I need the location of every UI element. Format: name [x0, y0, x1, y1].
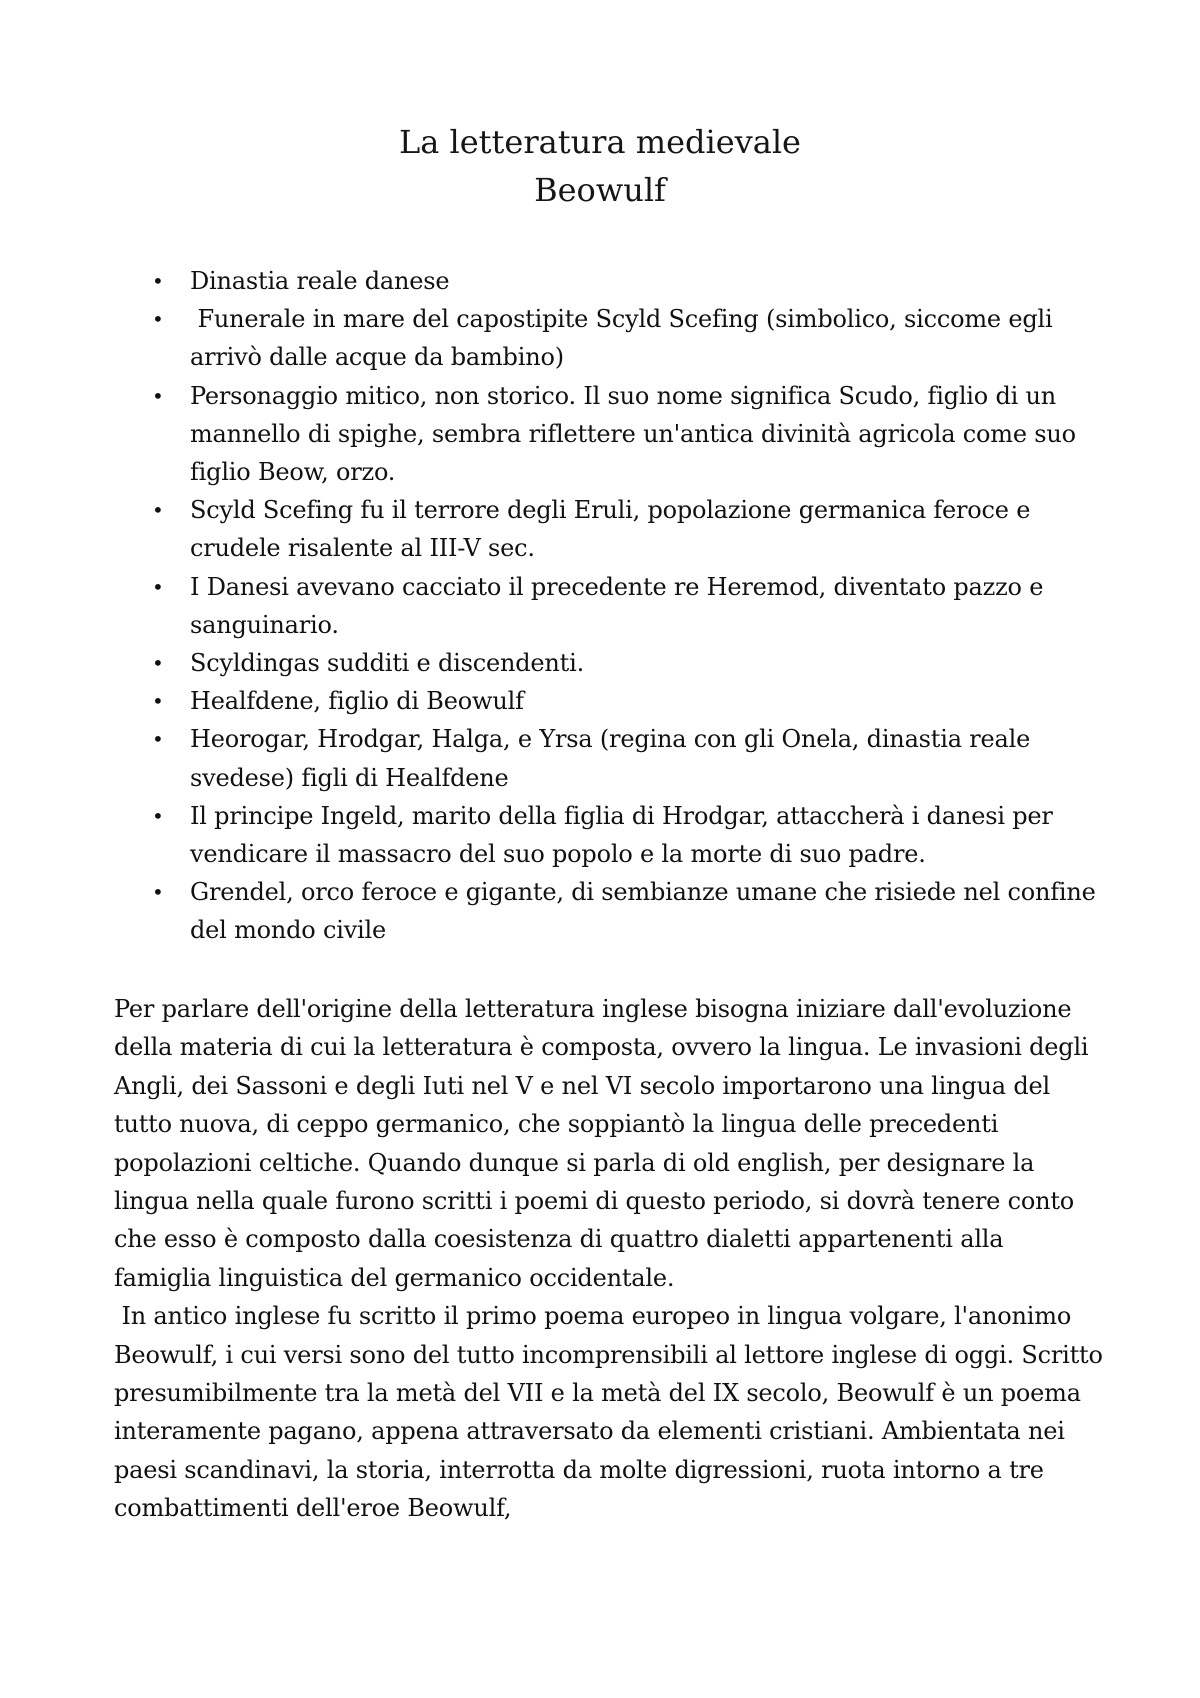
page-title: La letteratura medievale — [399, 123, 801, 161]
bullet-icon: • — [152, 651, 164, 676]
list-item-text: Scyldingas sudditi e discendenti. — [190, 649, 585, 678]
page-subtitle: Beowulf — [534, 171, 666, 209]
list-item — [148, 377, 1108, 492]
list-item-text: Grendel, orco feroce e gigante, di sembianze umane che risiede nel confine del mondo civile — [190, 878, 1096, 945]
list-item — [148, 720, 1108, 796]
list-item — [148, 797, 1108, 873]
list-item-text: Personaggio mitico, non storico. Il suo nome significa Scudo, figlio di un mannello di spighe, sembra riflettere un'antica divinità agricola come suo figlio Beow, orzo. — [190, 381, 1076, 487]
bullet-list — [148, 262, 1108, 950]
title-block — [0, 118, 1200, 214]
list-item-text: I Danesi avevano cacciato il precedente re Heremod, diventato pazzo e sanguinario. — [190, 572, 1044, 639]
bullet-icon: • — [152, 803, 164, 828]
list-item-text: Heorogar, Hrodgar, Halga, e Yrsa (regina con gli Onela, dinastia reale svedese) figli di Healfdene — [190, 725, 1031, 792]
list-item-text: Funerale in mare del capostipite Scyld Scefing (simbolico, siccome egli arrivò dalle acque da bambino) — [190, 305, 1060, 372]
bullet-icon: • — [152, 383, 164, 408]
list-item — [148, 873, 1108, 949]
bullet-icon: • — [152, 689, 164, 714]
list-item — [148, 568, 1108, 644]
paragraph: Per parlare dell'origine della letteratura inglese bisogna iniziare dall'evoluzione della materia di cui la letteratura è composta, ovvero la lingua. Le invasioni degli Angli, dei Sassoni e degli Iuti nel V e nel VI secolo importarono una lingua del tutto nuova, di ceppo germanico, che soppiantò la lingua delle precedenti popolazioni celtiche. Quando dunque si parla di old english, per designare la lingua nella quale furono scritti i poemi di questo periodo, si dovrà tenere conto che esso è composto dalla coesistenza di quattro dialetti appartenenti alla famiglia linguistica del germanico occidentale. — [114, 995, 1089, 1292]
list-item-text: Healfdene, figlio di Beowulf — [190, 687, 524, 716]
list-item-text: Scyld Scefing fu il terrore degli Eruli, popolazione germanica feroce e crudele risalente al III-V sec. — [190, 496, 1031, 563]
bullet-icon: • — [152, 269, 164, 293]
bullet-icon: • — [152, 880, 164, 905]
list-item — [148, 262, 1108, 300]
list-item-text: Il principe Ingeld, marito della figlia di Hrodgar, attaccherà i danesi per vendicare il massacro del suo popolo e la morte di suo padre. — [190, 801, 1053, 869]
body-text — [114, 990, 1111, 1528]
paragraph: In antico inglese fu scritto il primo poema europeo in lingua volgare, l'anonimo Beowulf, i cui versi sono del tutto incomprensibili al lettore inglese di oggi. Scritto presumibilmente tra la metà del VII e la metà del IX secolo, Beowulf è un poema interamente pagano, appena attraversato da elementi cristiani. Ambientata nei paesi scandinavi, la storia, interrotta da molte digressioni, ruota intorno a tre combattimenti dell'eroe Beowulf, — [114, 1302, 1111, 1523]
bullet-icon: • — [152, 498, 164, 523]
bullet-icon: • — [152, 727, 164, 752]
list-item — [148, 644, 1108, 682]
bullet-icon: • — [152, 574, 164, 599]
list-item — [148, 491, 1108, 567]
list-item-text: Dinastia reale danese — [190, 267, 450, 295]
list-item — [148, 300, 1108, 376]
list-item — [148, 682, 1108, 720]
bullet-icon: • — [152, 307, 164, 332]
